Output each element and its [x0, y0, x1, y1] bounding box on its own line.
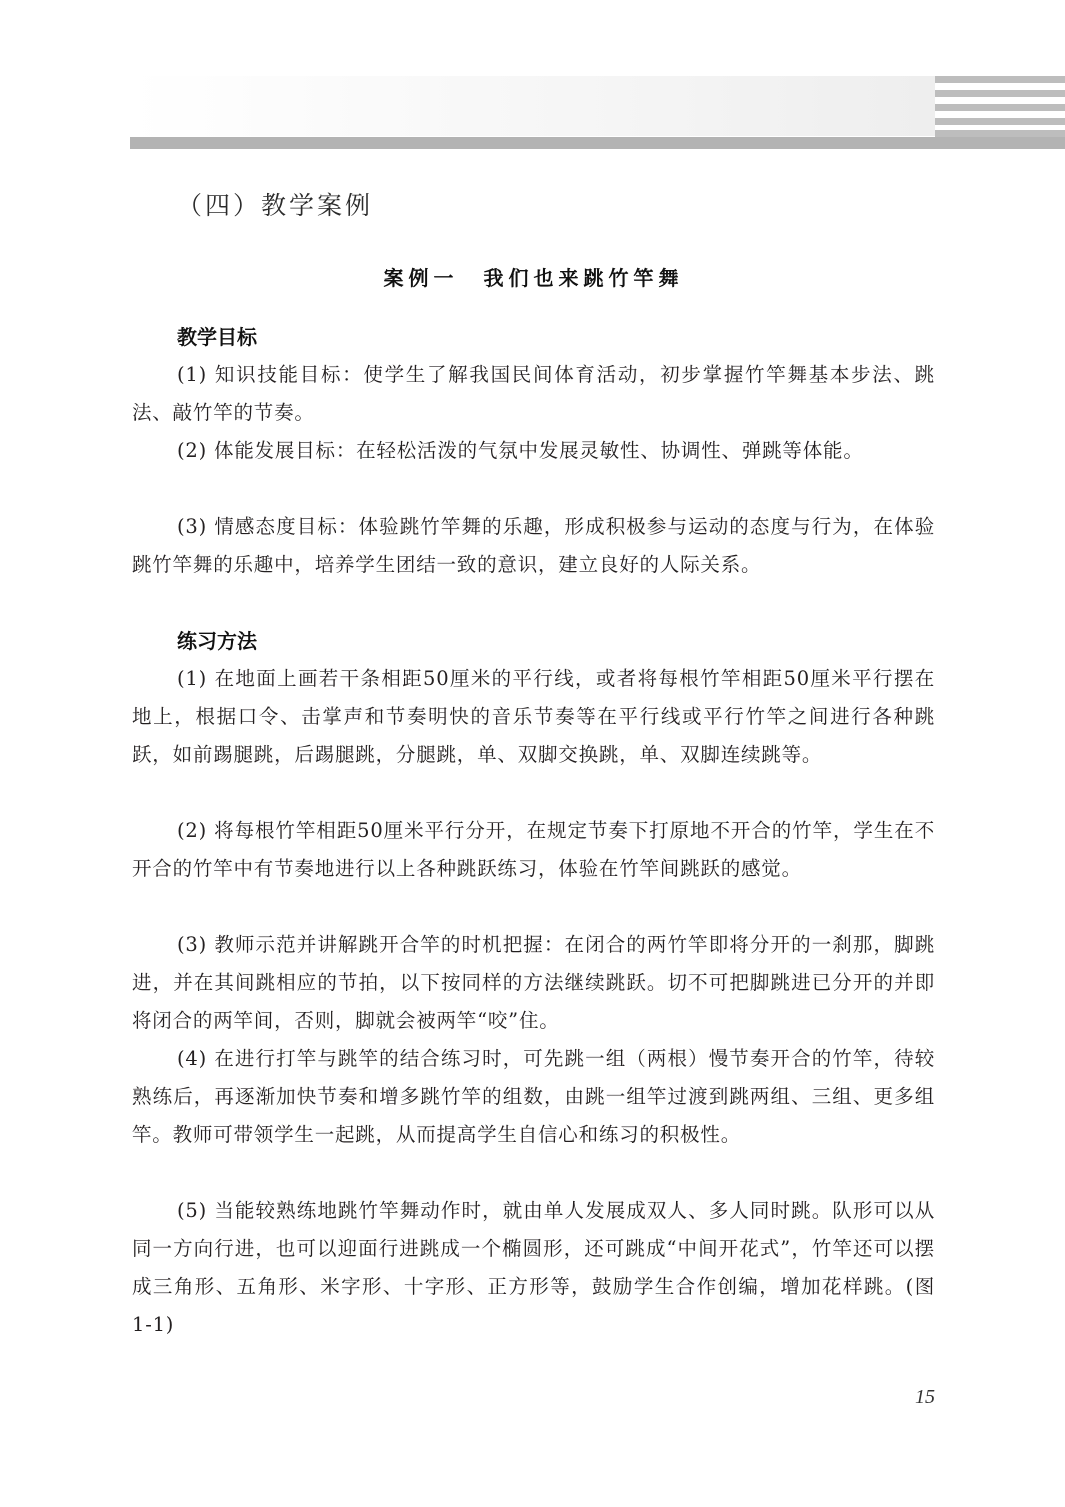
section-heading: （四）教学案例 — [177, 191, 374, 220]
objective-item-2: (2) 体能发展目标：在轻松活泼的气氛中发展灵敏性、协调性、弹跳等体能。 — [177, 439, 864, 462]
objectives-heading: 教学目标 — [177, 325, 257, 349]
method-item-4: (4) 在进行打竿与跳竿的结合练习时，可先跳一组（两根）慢节奏开合的竹竿，待较熟练后，再逐渐加快节奏和增多跳竹竿的组数，由跳一组竿过渡到跳两组、三组、更多组竿。教师可带领学生一起跳，从而提高学生自信心和练习的积极性。 — [132, 1047, 935, 1146]
page-number: 15 — [915, 1386, 935, 1408]
case-title: 案例一 我们也来跳竹竿舞 — [383, 266, 684, 290]
header-stripe — [935, 104, 1065, 111]
header-stripes — [935, 76, 1065, 136]
objective-item-3: (3) 情感态度目标：体验跳竹竿舞的乐趣，形成积极参与运动的态度与行为，在体验跳竹竿舞的乐趣中，培养学生团结一致的意识，建立良好的人际关系。 — [132, 515, 935, 576]
header-band — [130, 76, 935, 136]
header-stripe — [935, 130, 1065, 137]
header-stripe — [935, 76, 1065, 83]
methods-heading: 练习方法 — [177, 629, 257, 653]
header-rule — [130, 137, 1065, 149]
method-item-3: (3) 教师示范并讲解跳开合竿的时机把握：在闭合的两竹竿即将分开的一刹那，脚跳进，并在其间跳相应的节拍，以下按同样的方法继续跳跃。切不可把脚跳进已分开的并即将闭合的两竿间，否则，脚就会被两竿“咬”住。 — [132, 933, 935, 1032]
header-stripe — [935, 118, 1065, 125]
method-item-2: (2) 将每根竹竿相距50厘米平行分开，在规定节奏下打原地不开合的竹竿，学生在不开合的竹竿中有节奏地进行以上各种跳跃练习，体验在竹竿间跳跃的感觉。 — [132, 819, 935, 880]
method-item-5: (5) 当能较熟练地跳竹竿舞动作时，就由单人发展成双人、多人同时跳。队形可以从同一方向行进，也可以迎面行进跳成一个椭圆形，还可跳成“中间开花式”，竹竿还可以摆成三角形、五角形、米字形、十字形、正方形等，鼓励学生合作创编，增加花样跳。(图 1-1) — [132, 1199, 935, 1336]
objective-item-1: (1) 知识技能目标：使学生了解我国民间体育活动，初步掌握竹竿舞基本步法、跳法、敲竹竿的节奏。 — [132, 363, 935, 424]
header-stripe — [935, 90, 1065, 97]
method-item-1: (1) 在地面上画若干条相距50厘米的平行线，或者将每根竹竿相距50厘米平行摆在地上，根据口令、击掌声和节奏明快的音乐节奏等在平行线或平行竹竿之间进行各种跳跃，如前踢腿跳，后踢腿跳，分腿跳，单、双脚交换跳，单、双脚连续跳等。 — [132, 667, 935, 766]
